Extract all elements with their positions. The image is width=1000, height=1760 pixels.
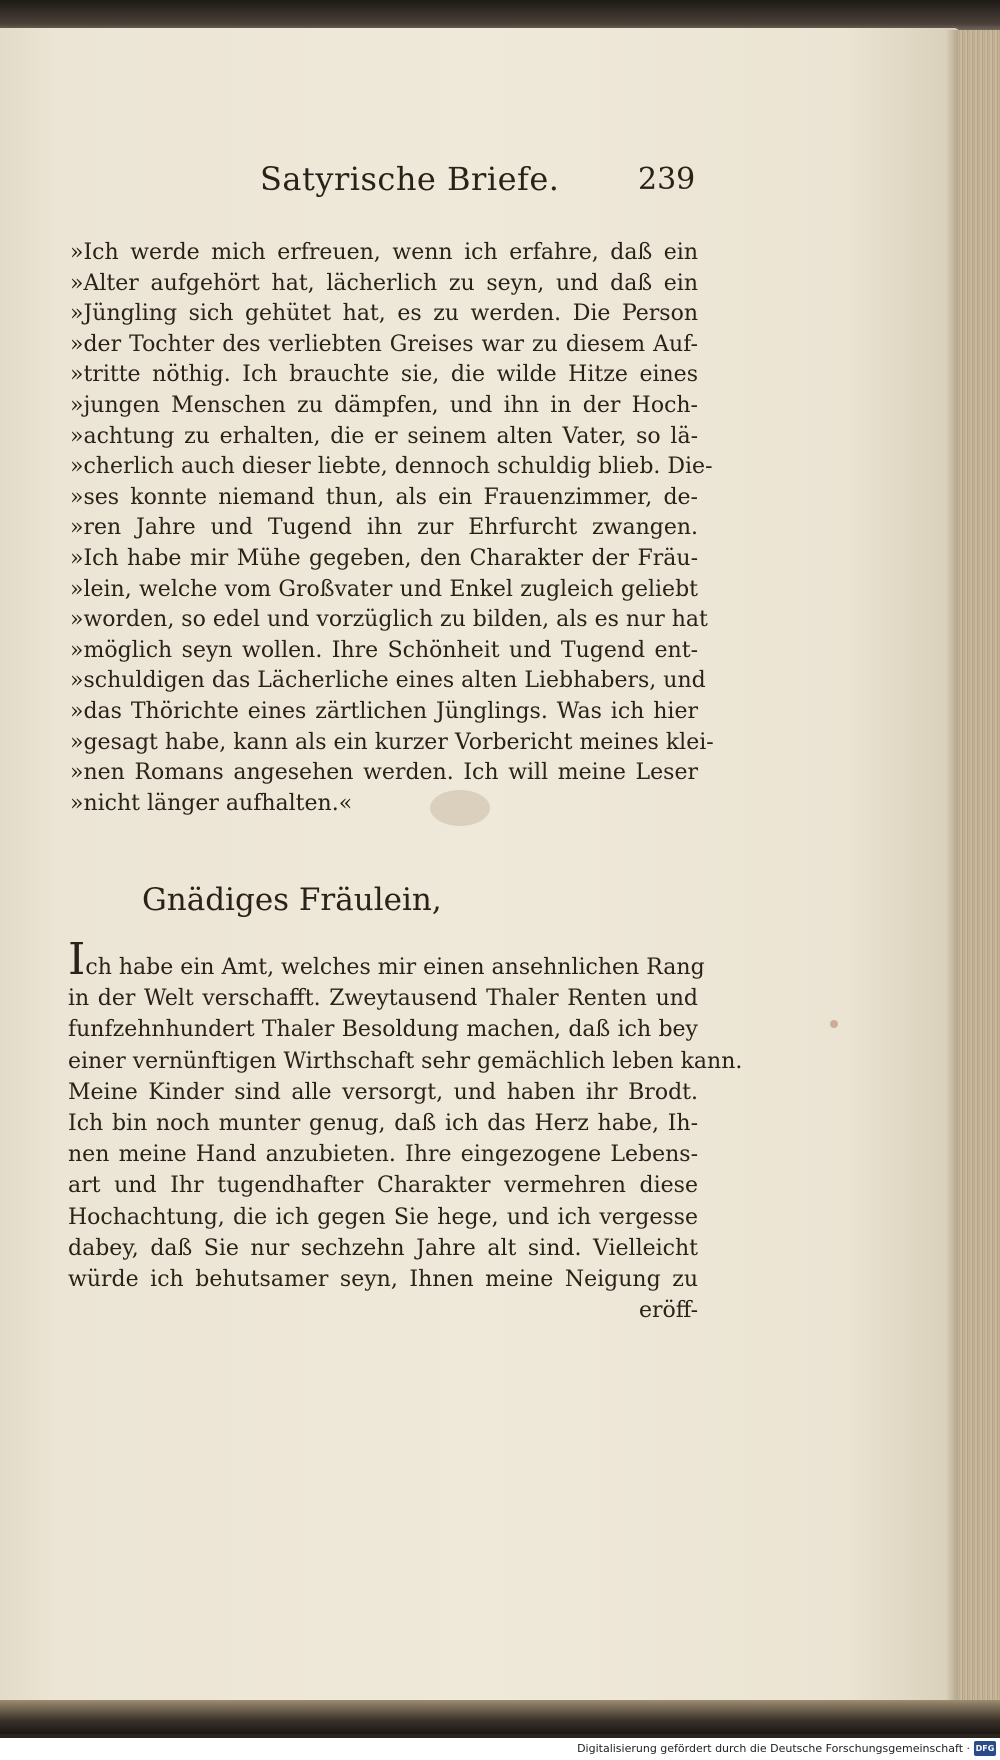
text-line: art und Ihr tugendhafter Charakter vermehren diese [68,1173,698,1199]
text-line: Hochachtung, die ich gegen Sie hege, und ich vergesse [68,1204,698,1230]
text-line: »das Thörichte eines zärtlichen Jünglings. Was ich hier [70,698,698,724]
text-line: »nen Romans angesehen werden. Ich will meine Leser [70,760,698,786]
text-line: »ses konnte niemand thun, als ein Frauenzimmer, de- [70,484,698,510]
text-line: »lein, welche vom Großvater und Enkel zugleich geliebt [70,576,698,602]
text-line: »achtung zu erhalten, die er seinem alten Vater, so lä- [70,423,698,449]
text-line: »der Tochter des verliebten Greises war zu diesem Auf- [70,331,698,357]
letter-body [68,934,743,1326]
text-line: Ich bin noch munter genug, daß ich das Herz habe, Ih- [68,1111,698,1137]
page-number: 239 [638,162,696,197]
text-line: »möglich seyn wollen. Ihre Schönheit und Tugend ent- [70,637,698,663]
text-line: »Ich habe mir Mühe gegeben, den Charakter der Fräu- [70,545,698,571]
paper-stain [830,1020,838,1028]
text-line: Meine Kinder sind alle versorgt, und haben ihr Brodt. [68,1079,698,1105]
letter-salutation: Gnädiges Fräulein, [142,882,442,918]
text-line: »ren Jahre und Tugend ihn zur Ehrfurcht zwangen. [70,515,698,541]
text-line: »schuldigen das Lächerliche eines alten Liebhabers, und [70,668,706,694]
text-line: »cherlich auch dieser liebte, dennoch schuldig blieb. Die- [70,454,713,480]
dfg-logo: DFG [974,1741,996,1756]
text-line: »worden, so edel und vorzüglich zu bilden, als es nur hat [70,607,708,633]
text-line: nen meine Hand anzubieten. Ihre eingezogene Lebens- [68,1142,698,1168]
text-line: »Alter aufgehört hat, lächerlich zu seyn, und daß ein [70,270,698,296]
text-line: »jungen Menschen zu dämpfen, und ihn in der Hoch- [70,392,698,418]
book-fore-edge [958,30,1000,1706]
book-bottom-edge [0,1700,1000,1734]
text-line: Ich habe ein Amt, welches mir einen ansehnlichen Rang [68,934,705,985]
quoted-preface-block [70,238,714,819]
text-line: dabey, daß Sie nur sechzehn Jahre alt sind. Vielleicht [68,1235,698,1261]
funding-credit: Digitalisierung gefördert durch die Deutsche Forschungsgemeinschaft · [577,1742,970,1755]
text-line: einer vernünftigen Wirthschaft sehr gemächlich leben kann. [68,1048,743,1074]
text-line: »gesagt habe, kann als ein kurzer Vorbericht meines klei- [70,729,714,755]
text-line: »tritte nöthig. Ich brauchte sie, die wilde Hitze eines [70,362,698,388]
digitization-footer [0,1738,1000,1760]
text-line: funfzehnhundert Thaler Besoldung machen, daß ich bey [68,1017,698,1043]
running-title: Satyrische Briefe. [260,160,560,198]
text-line: »nicht länger aufhalten.« [70,790,353,816]
catchword: eröff- [638,1298,698,1324]
text-line: würde ich behutsamer seyn, Ihnen meine Neigung zu [68,1267,698,1293]
text-line: »Jüngling sich gehütet hat, es zu werden. Die Person [70,301,698,327]
text-line: »Ich werde mich erfreuen, wenn ich erfahre, daß ein [70,240,698,265]
text-line: in der Welt verschafft. Zweytausend Thaler Renten und [68,986,698,1012]
